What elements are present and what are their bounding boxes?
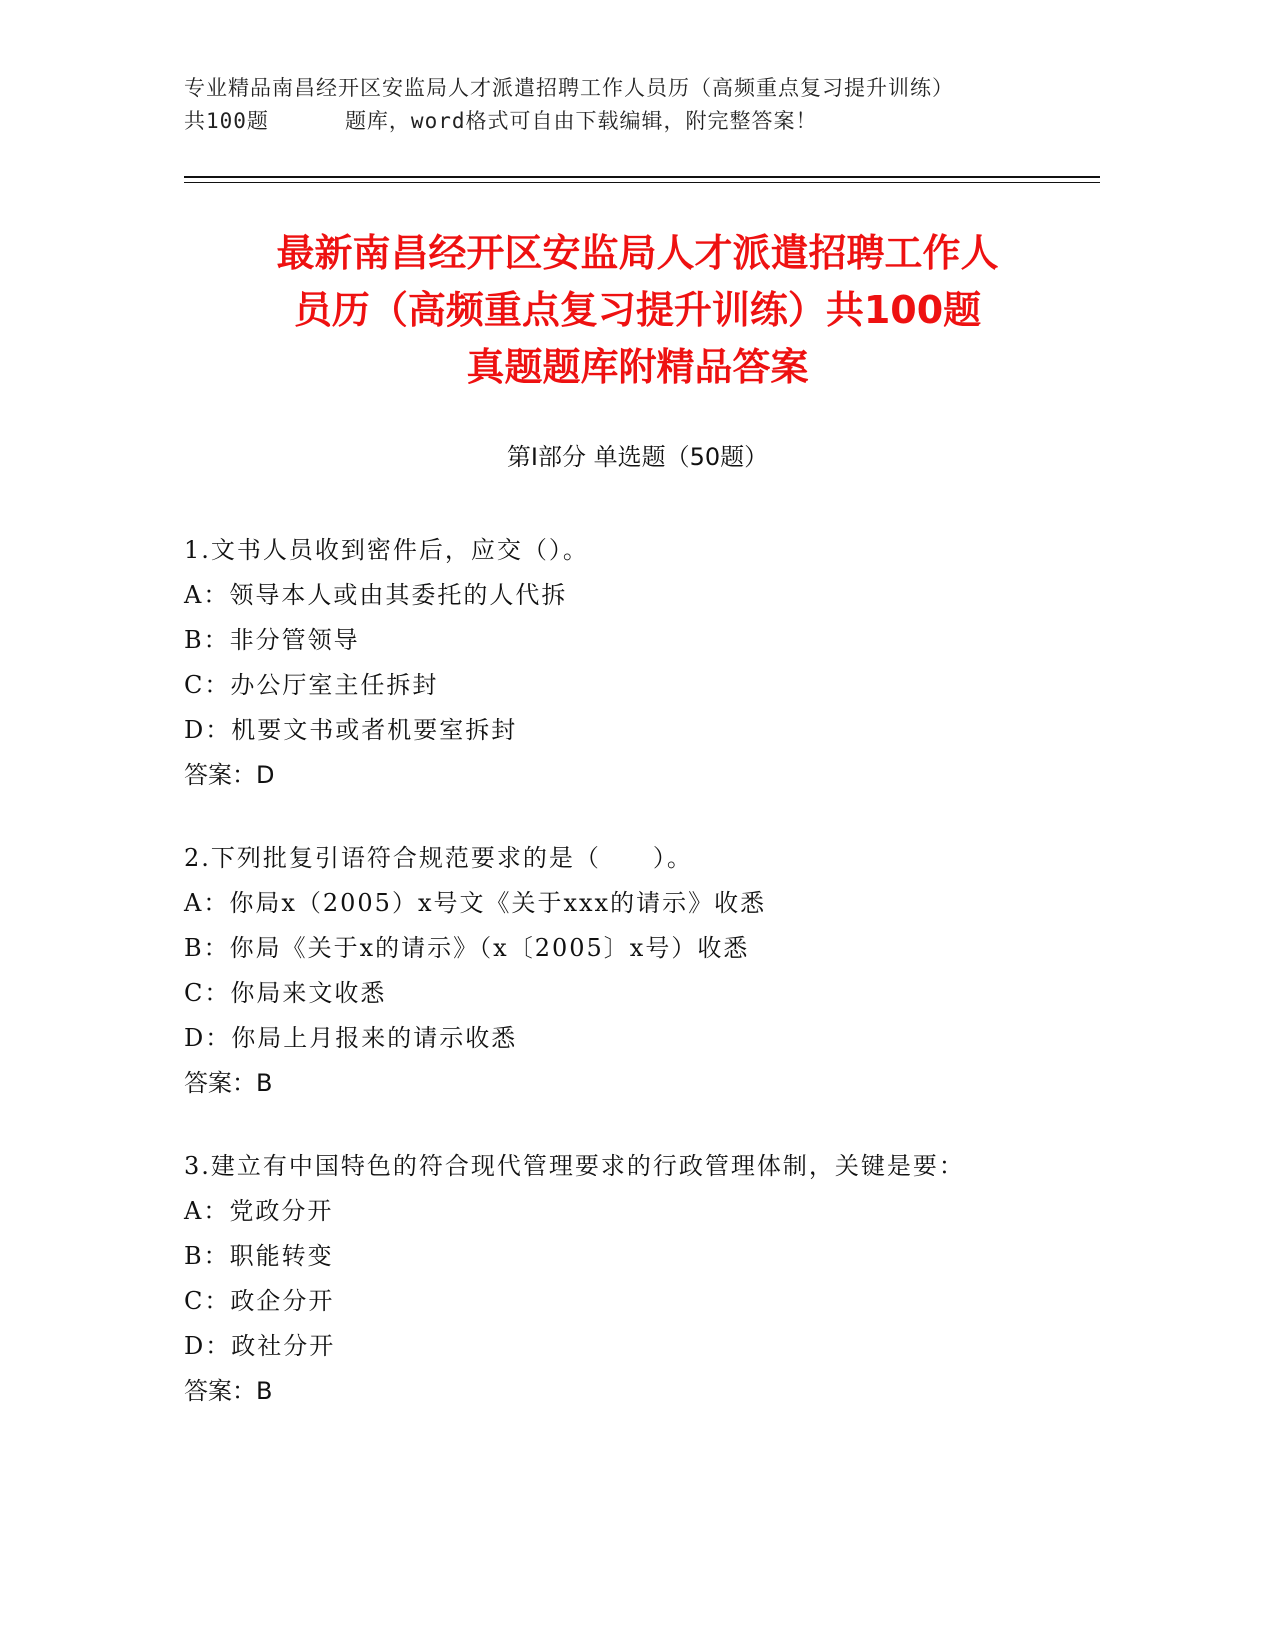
answer: 答案：B (184, 1069, 273, 1097)
option-d: D：你局上月报来的请示收悉 (184, 1024, 518, 1052)
title-line-3: 真题题库附精品答案 (466, 345, 809, 389)
header-line-2 (184, 105, 1084, 138)
question-stem: 2.下列批复引语符合规范要求的是（ ）。 (184, 844, 693, 872)
question-3 (184, 1144, 1084, 1414)
answer: 答案：B (184, 1377, 273, 1405)
question-stem: 1.文书人员收到密件后，应交（）。 (184, 536, 589, 564)
question-stem: 3.建立有中国特色的符合现代管理要求的行政管理体制，关键是要： (184, 1152, 965, 1180)
header-rule-thick (184, 176, 1100, 178)
header-format-note: 题库，word格式可自由下载编辑，附完整答案！ (344, 109, 818, 133)
section-title: 第Ⅰ部分 单选题（50题） (506, 443, 769, 471)
answer: 答案：D (184, 761, 275, 789)
document-title (160, 225, 1115, 396)
title-line-1: 最新南昌经开区安监局人才派遣招聘工作人 (276, 231, 999, 275)
option-c: C：你局来文收悉 (184, 979, 387, 1007)
header-rule-thin (184, 182, 1100, 183)
question-list (184, 528, 1084, 1452)
header-line-1: 专业精品南昌经开区安监局人才派遣招聘工作人员历（高频重点复习提升训练） (184, 76, 954, 100)
question-1 (184, 528, 1084, 798)
option-b: B：非分管领导 (184, 626, 360, 654)
title-line-2: 员历（高频重点复习提升训练）共100题 (293, 288, 982, 332)
option-c: C：办公厅室主任拆封 (184, 671, 439, 699)
option-b: B：职能转变 (184, 1242, 334, 1270)
header-question-count: 共100题 (184, 109, 269, 133)
option-c: C：政企分开 (184, 1287, 335, 1315)
option-d: D：政社分开 (184, 1332, 336, 1360)
option-a: A：领导本人或由其委托的人代拆 (184, 581, 568, 609)
option-b: B：你局《关于x的请示》（x〔2005〕x号）收悉 (184, 934, 750, 962)
question-2 (184, 836, 1084, 1106)
option-a: A：党政分开 (184, 1197, 334, 1225)
option-a: A：你局x（2005）x号文《关于xxx的请示》收悉 (184, 889, 767, 917)
option-d: D：机要文书或者机要室拆封 (184, 716, 518, 744)
page-header (184, 72, 1084, 138)
